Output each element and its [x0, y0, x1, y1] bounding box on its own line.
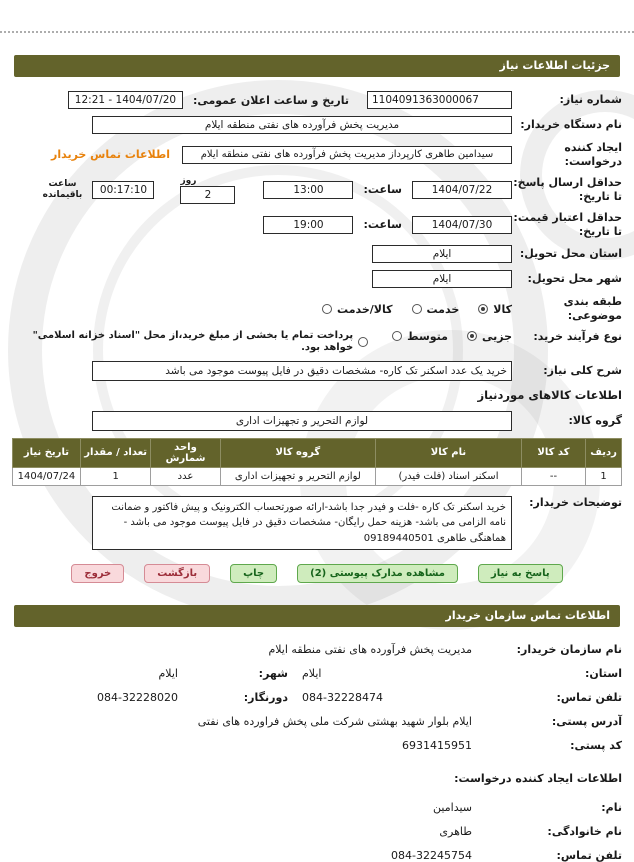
buyer-org-label: نام دستگاه خریدار: [520, 118, 622, 132]
remaining-time-field: 00:17:10 [92, 181, 154, 199]
cell-item-code: -- [521, 467, 585, 485]
price-validity-time-field[interactable]: 19:00 [263, 216, 353, 234]
goods-group-field[interactable]: لوازم التحریر و تجهیزات اداری [92, 411, 512, 431]
phone-fax-row [12, 691, 622, 704]
category-option-goods[interactable] [473, 303, 512, 316]
radio-icon[interactable] [322, 304, 332, 314]
last-name-value: طاهری [439, 825, 472, 839]
description-row [12, 361, 622, 381]
price-validity-row [12, 211, 622, 239]
table-row [13, 467, 622, 485]
buyer-org-row [12, 116, 622, 134]
col-item-name: نام کالا [376, 438, 522, 467]
process-type-option-minor[interactable] [462, 330, 512, 343]
treasury-note-option[interactable] [26, 330, 373, 354]
category-option-service-label: خدمت [426, 302, 460, 316]
org-name-label: نام سازمان خریدار: [516, 643, 622, 657]
reply-deadline-date-field[interactable]: 1404/07/22 [412, 181, 512, 199]
reply-to-need-button[interactable]: پاسخ به نیاز [478, 564, 563, 583]
cell-item-name: اسکنر اسناد (فلت فیدر) [376, 467, 522, 485]
delivery-city-label: شهر محل تحویل: [527, 272, 622, 286]
process-type-option-medium-label: متوسط [407, 329, 448, 343]
province-value: ایلام [302, 667, 322, 681]
col-unit: واحد شمارش [151, 438, 220, 467]
buyer-contact-section [0, 627, 634, 862]
contact-header-title: اطلاعات تماس سازمان خریدار [445, 609, 610, 623]
org-name-value: مدیریت پخش فرآورده های نفتی منطقه ایلام [268, 643, 472, 657]
cell-unit: عدد [151, 467, 220, 485]
delivery-province-label: استان محل تحویل: [519, 247, 622, 261]
reply-deadline-label: حداقل ارسال پاسخ: تا تاریخ: [513, 175, 622, 203]
view-attachments-button[interactable]: مشاهده مدارک پیوستی (2) [297, 564, 458, 583]
postal-code-value: 6931415951 [402, 739, 472, 753]
delivery-city-row [12, 270, 622, 288]
creator-field[interactable]: سیدامین طاهری کارپرداز مدیریت پخش فرآورده های نفتی منطقه ایلام [182, 146, 512, 164]
description-field[interactable]: خرید یک عدد اسکنر تک کاره- مشخصات دقیق در فایل پیوست موجود می باشد [92, 361, 512, 381]
creator-label: ایجاد کننده درخواست: [564, 141, 622, 168]
details-header-title: جزئیات اطلاعات نیاز [499, 59, 610, 72]
province-city-row [12, 667, 622, 680]
buyer-notes-label: توضیحات خریدار: [529, 495, 622, 509]
goods-table [12, 438, 622, 486]
contact-header-bar [14, 605, 620, 627]
creator-phone-value: 084-32245754 [391, 849, 472, 862]
print-button[interactable]: چاپ [230, 564, 277, 583]
buyer-notes-row [12, 496, 622, 551]
creator-phone-label: تلفن تماس: [556, 849, 622, 862]
col-quantity: تعداد / مقدار [80, 438, 151, 467]
process-type-option-medium[interactable] [387, 330, 448, 343]
address-value: ایلام بلوار شهید بهشتی شرکت ملی پخش فراورده های نفتی [197, 715, 472, 729]
details-header-bar [14, 55, 620, 77]
postal-code-label: کد پستی: [570, 739, 622, 753]
address-label: آدرس پستی: [551, 715, 622, 729]
fax-label: دورنگار: [243, 691, 288, 705]
category-option-goods-label: کالا [493, 302, 512, 316]
category-option-service[interactable] [407, 303, 460, 316]
category-row [12, 295, 622, 323]
buyer-org-field[interactable]: مدیریت پخش فرآورده های نفتی منطقه ایلام [92, 116, 512, 134]
buyer-notes-field[interactable]: خرید اسکنر تک کاره -فلت و فیدر جدا باشد-ارائه صورتحساب الکترونیک و پیش فاکتور و ضمانت نامه الزامی می باشد- هزینه حمل رایگان- مشخصات دقیق در فایل پیوست موجود می باشد - هماهنگی طاهری 09189440501 [92, 496, 512, 551]
creator-row [12, 141, 622, 169]
creator-phone-row [12, 849, 622, 862]
radio-icon[interactable] [392, 331, 402, 341]
checkbox-icon[interactable] [358, 337, 368, 347]
phone-label: تلفن تماس: [556, 691, 622, 705]
category-label: طبقه بندی موضوعی: [563, 295, 622, 323]
cell-item-group: لوازم التحریر و تجهیزات اداری [220, 467, 376, 485]
last-name-row [12, 825, 622, 838]
remaining-time-group [37, 179, 154, 200]
col-item-code: کد کالا [521, 438, 585, 467]
price-validity-label: حداقل اعتبار قیمت: تا تاریخ: [513, 210, 622, 238]
category-option-goods-service[interactable] [317, 303, 392, 316]
remaining-days-label: روز [180, 175, 197, 186]
announce-datetime-field[interactable]: 1404/07/20 - 12:21 [68, 91, 183, 109]
process-type-row [12, 330, 622, 354]
reply-deadline-row [12, 176, 622, 204]
announce-datetime-label: تاریخ و ساعت اعلان عمومی: [192, 93, 349, 107]
goods-table-header [13, 438, 622, 467]
top-divider [0, 0, 634, 33]
delivery-province-field[interactable]: ایلام [372, 245, 512, 263]
radio-icon[interactable] [412, 304, 422, 314]
need-details-form [0, 77, 634, 583]
delivery-city-field[interactable]: ایلام [372, 270, 512, 288]
goods-section-title: اطلاعات کالاهای موردنیاز [477, 387, 622, 402]
buyer-contact-link[interactable]: اطلاعات تماس خریدار [50, 148, 170, 162]
first-name-label: نام: [601, 801, 622, 815]
remaining-days-field: 2 [180, 186, 235, 204]
reply-deadline-time-label: ساعت: [363, 183, 402, 197]
category-option-goods-service-label: کالا/خدمت [337, 302, 393, 316]
back-button[interactable]: بازگشت [144, 564, 210, 583]
delivery-province-row [12, 245, 622, 263]
remaining-time-label: ساعت باقیمانده [42, 179, 83, 200]
need-number-row [12, 91, 622, 109]
phone-value: 084-32228474 [302, 691, 383, 705]
cell-row-number: 1 [586, 467, 622, 485]
col-need-date: تاریخ نیاز [13, 438, 81, 467]
need-number-field[interactable]: 1104091363000067 [367, 91, 512, 109]
description-label: شرح کلی نیاز: [543, 363, 622, 377]
org-name-row [12, 643, 622, 656]
treasury-note-text: پرداخت تمام یا بخشی از مبلغ خرید،از محل "اسناد خزانه اسلامی" خواهد بود. [32, 329, 354, 353]
creator-section-title: اطلاعات ایجاد کننده درخواست: [454, 772, 622, 786]
first-name-row [12, 801, 622, 814]
cell-need-date: 1404/07/24 [13, 467, 81, 485]
cell-quantity: 1 [80, 467, 151, 485]
city-value: ایلام [158, 667, 178, 681]
address-row [12, 715, 622, 728]
goods-group-label: گروه کالا: [568, 413, 622, 427]
col-row-number: ردیف [586, 438, 622, 467]
remaining-days-group [180, 176, 235, 204]
price-validity-date-field[interactable]: 1404/07/30 [412, 216, 512, 234]
first-name-value: سیدامین [433, 801, 472, 815]
province-label: استان: [585, 667, 622, 681]
reply-deadline-time-field[interactable]: 13:00 [263, 181, 353, 199]
city-label: شهر: [258, 667, 288, 681]
action-buttons [12, 564, 622, 583]
exit-button[interactable]: خروج [71, 564, 124, 583]
process-type-option-minor-label: جزیی [481, 329, 512, 343]
col-item-group: گروه کالا [220, 438, 376, 467]
radio-selected-icon[interactable] [478, 304, 488, 314]
goods-group-row [12, 411, 622, 431]
last-name-label: نام خانوادگی: [547, 825, 622, 839]
price-validity-time-label: ساعت: [363, 218, 402, 232]
radio-selected-icon[interactable] [467, 331, 477, 341]
need-number-label: شماره نیاز: [559, 93, 622, 107]
process-type-label: نوع فرآیند خرید: [533, 329, 622, 343]
postal-code-row [12, 739, 622, 752]
fax-value: 084-32228020 [97, 691, 178, 705]
